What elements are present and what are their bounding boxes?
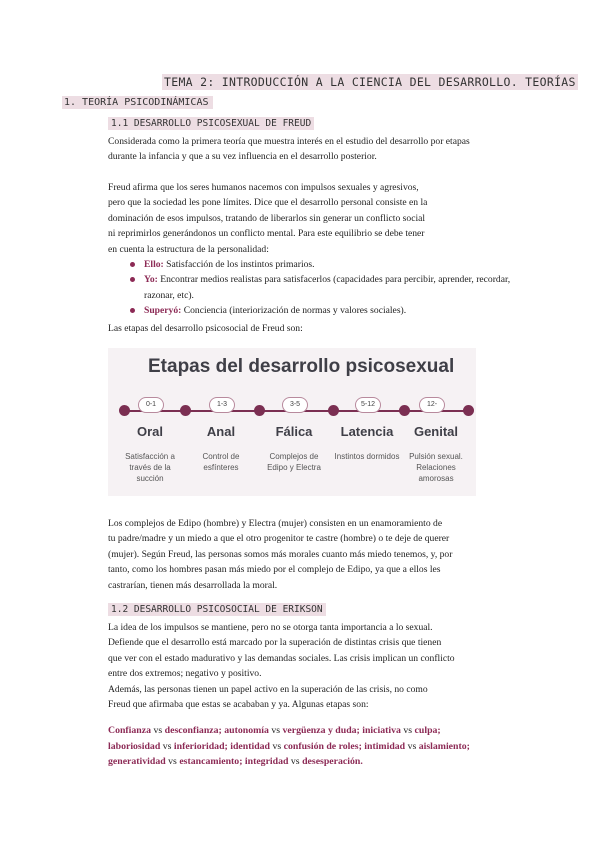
stage-negative: desconfianza (164, 725, 219, 736)
text-line: castrarían, tienen más desarrollada la moral. (108, 579, 278, 591)
text-line: Las etapas del desarrollo psicosocial de Freud son: (108, 323, 303, 334)
text-line: que ver con el estado madurativo y las demandas sociales. Las crisis implican un conflicto (108, 652, 455, 664)
text-line: en cuenta la estructura de la personalidad: (108, 243, 269, 255)
stage-negative: culpa (414, 725, 438, 736)
text-line: Además, las personas tienen un papel activo en la superación de las crisis, no como (108, 683, 428, 695)
timeline-dot (463, 405, 474, 416)
paragraph-stages-intro (108, 321, 528, 336)
stage-name-anal: Anal (206, 424, 236, 439)
stage-name-genital: Genital (413, 424, 459, 439)
age-badge: 12- (419, 397, 445, 413)
stage-name-oral: Oral (136, 424, 163, 439)
list-item (128, 303, 528, 318)
term-ello: Ello: (144, 259, 164, 270)
personality-structure-list (128, 257, 528, 319)
text-line: ni reprimirlos generándonos un conflicto mental. Para este equilibrio se debe tener (108, 228, 425, 240)
page-title: TEMA 2: INTRODUCCIÓN A LA CIENCIA DEL DESARROLLO. TEORÍAS (164, 75, 576, 89)
timeline-dot (328, 405, 339, 416)
stage-description: Instintos dormidos (334, 452, 400, 461)
stage-positive: autonomía (224, 725, 269, 736)
stages-diagram (108, 348, 476, 496)
stage-positive: intimidad (364, 740, 406, 752)
stage-negative: desesperación (302, 756, 361, 768)
subheading-freud: 1.1 DESARROLLO PSICOSEXUAL DE FREUD (108, 117, 314, 130)
text-line: entre dos extremos; negativo y positivo. (108, 668, 262, 680)
diagram-title: Etapas del desarrollo psicosexual (148, 356, 455, 377)
stage-negative: inferioridad (173, 740, 225, 752)
stage-negative: confusión de roles (283, 740, 359, 752)
stage-description: Complejos de Edipo y Electra (267, 452, 321, 472)
paragraph-intro (108, 134, 528, 165)
age-badge: 5-12 (355, 397, 381, 413)
stage-description: Control de esfínteres (202, 452, 240, 472)
text-line: Defiende que el desarrollo está marcado por la superación de distintas crisis que tienen (108, 637, 442, 649)
list-item (128, 257, 528, 272)
text-line: pero que la sociedad les pone límites. Dice que el desarrollo personal consiste en la (108, 197, 428, 209)
age-badge: 1-3 (209, 397, 235, 413)
text-line: (mujer). Según Freud, las personas somos más morales cuanto más miedo tenemos, y, por (108, 548, 453, 560)
vs-label: vs (168, 756, 177, 768)
stage-positive: laboriosidad (108, 740, 161, 752)
text-line: dominación de esos impulsos, tratando de liberarlos sin generar un conflicto social (108, 212, 426, 224)
text-line: durante la infancia y que a su vez influencia en el desarrollo posterior. (108, 151, 377, 163)
section-heading-psychodynamic: 1. TEORÍA PSICODINÁMICAS (62, 96, 213, 109)
vs-label: vs (407, 740, 417, 752)
stage-name-falica: Fálica (275, 424, 313, 439)
text-line: tu padre/madre y un miedo a que el otro progenitor te castre (hombre) o te deje de querer (108, 533, 450, 545)
term-description: Conciencia (interiorización de normas y valores sociales). (181, 305, 407, 317)
stage-positive: iniciativa (362, 725, 401, 736)
subheading-erikson: 1.2 DESARROLLO PSICOSOCIAL DE ERIKSON (108, 603, 326, 616)
stage-negative: aislamiento (418, 740, 467, 752)
stage-description: Pulsión sexual. Relaciones amorosas (409, 452, 463, 483)
timeline-dot (254, 405, 265, 416)
vs-label: vs (290, 756, 300, 768)
erikson-stages-list: Confianza vs desconfianza; autonomía vs vergüenza y duda; iniciativa vs culpa; laboriosidad vs inferioridad; identidad vs confusión de roles; intimidad vs aislamiento; generatividad vs estancamiento; integridad vs desesperación. (108, 725, 470, 768)
paragraph-freud (108, 180, 528, 257)
vs-label: vs (403, 725, 413, 736)
term-yo: Yo: (144, 274, 158, 286)
text-line: Considerada como la primera teoría que muestra interés en el estudio del desarrollo por etapas (108, 136, 470, 147)
stage-positive: generatividad (108, 756, 166, 768)
age-badge: 0-1 (138, 397, 164, 413)
stage-positive: integridad (244, 756, 289, 768)
stage-name-latencia: Latencia (340, 424, 394, 439)
text-line: tanto, como los hombres pasan más miedo por el complejo de Edipo, ya que a ellos les (108, 564, 441, 576)
text-line: Freud que afirmaba que estas se acababan y ya. Algunas etapas son: (108, 699, 369, 711)
stage-description: Satisfacción a través de la succión (125, 452, 175, 483)
vs-label: vs (271, 725, 281, 736)
stage-negative: estancamiento (179, 756, 240, 768)
vs-label: vs (153, 725, 163, 736)
stage-negative: vergüenza y duda (282, 725, 357, 736)
stage-positive: identidad (230, 740, 270, 752)
timeline-dot (180, 405, 191, 416)
timeline-dot (119, 405, 130, 416)
text-line: Los complejos de Edipo (hombre) y Electra (mujer) consisten en un enamoramiento de (108, 518, 443, 529)
list-item (128, 272, 528, 303)
text-line: La idea de los impulsos se mantiene, pero no se otorga tanta importancia a lo sexual. (108, 622, 433, 633)
term-description: Encontrar medios realistas para satisfacerlos (capacidades para percibir, aprender, recordar, razonar, etc). (144, 274, 511, 301)
term-superyo: Superyó: (144, 305, 182, 317)
timeline-dot (399, 405, 410, 416)
stage-positive: Confianza (108, 725, 152, 736)
term-description: Satisfacción de los instintos primarios. (163, 259, 315, 270)
vs-label: vs (162, 740, 172, 752)
text-line: Freud afirma que los seres humanos nacemos con impulsos sexuales y agresivos, (108, 182, 419, 193)
paragraph-erikson (108, 620, 528, 712)
paragraph-complexes (108, 516, 528, 593)
age-badge: 3-5 (282, 397, 308, 413)
vs-label: vs (272, 740, 282, 752)
